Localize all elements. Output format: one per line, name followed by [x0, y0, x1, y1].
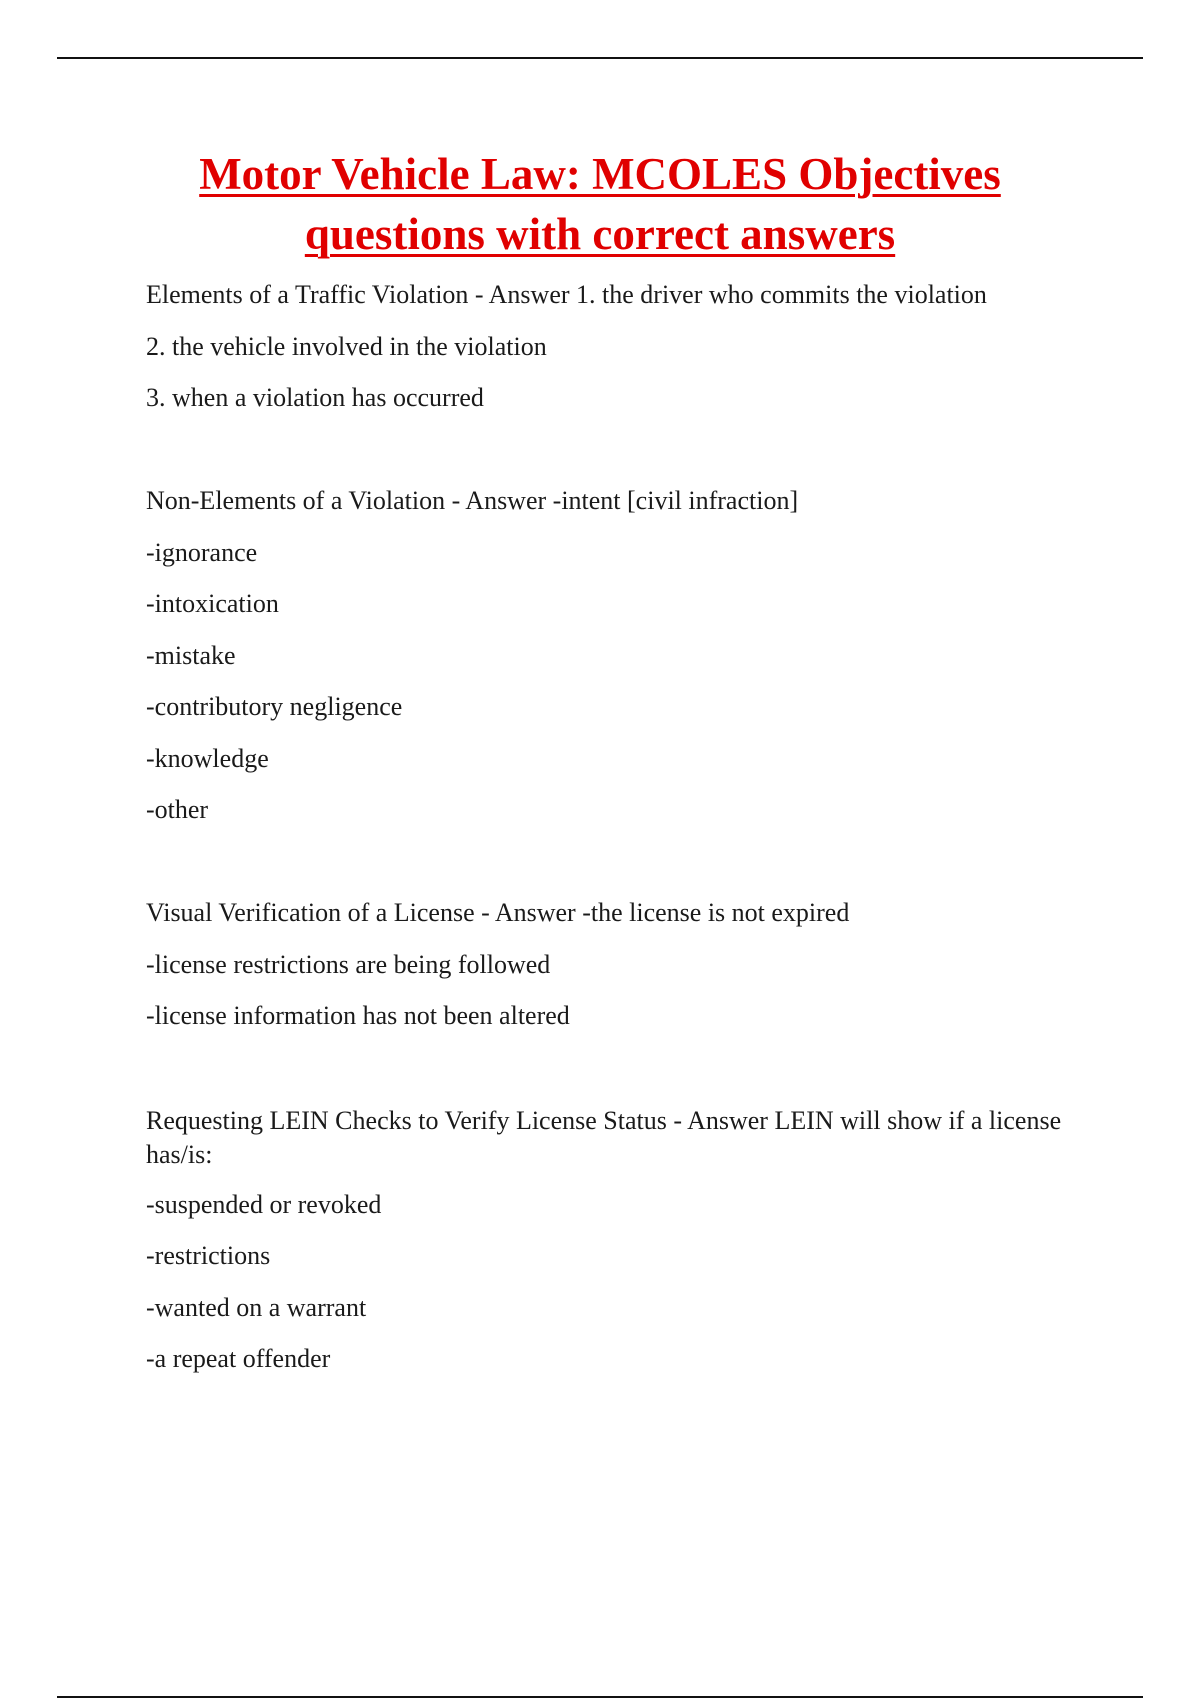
section-spacer: [146, 435, 1076, 487]
qa-answer-line: -restrictions: [146, 1241, 271, 1270]
page-title-line-2: questions with correct answers: [304, 209, 896, 259]
qa-answer-line: -mistake: [146, 640, 236, 670]
qa-answer-line: -contributory negligence: [146, 692, 403, 721]
qa-answer-line: -knowledge: [146, 743, 269, 773]
qa-question-line: Visual Verification of a License - Answer -the license is not expired: [146, 898, 850, 927]
qa-answer-line: -license information has not been altered: [146, 1001, 570, 1030]
qa-answer-line: -license restrictions are being followed: [146, 949, 551, 979]
qa-answer-line: 3. when a violation has occurred: [146, 383, 484, 412]
bottom-rule: [57, 1696, 1143, 1698]
qa-section-visual-verification: [146, 898, 1076, 1053]
top-rule: [57, 57, 1143, 59]
qa-section-traffic-violation-elements: [146, 280, 1076, 435]
section-spacer: [146, 847, 1076, 899]
section-spacer: [146, 1053, 1076, 1105]
qa-section-lein-checks: [146, 1104, 1076, 1396]
qa-question-line: Elements of a Traffic Violation - Answer 1. the driver who commits the violation: [146, 280, 987, 309]
qa-question-line: Non-Elements of a Violation - Answer -intent [civil infraction]: [146, 486, 799, 515]
document-body: [146, 280, 1076, 1396]
qa-answer-line: 2. the vehicle involved in the violation: [146, 331, 547, 361]
qa-answer-line: -intoxication: [146, 589, 279, 618]
qa-answer-line: -suspended or revoked: [146, 1189, 382, 1219]
qa-question-line: Requesting LEIN Checks to Verify License Status - Answer LEIN will show if a license has/is:: [146, 1106, 1062, 1169]
qa-answer-line: -a repeat offender: [146, 1344, 331, 1373]
qa-section-non-elements: [146, 486, 1076, 847]
page-title: [100, 144, 1100, 264]
page-title-line-1: Motor Vehicle Law: MCOLES Objectives: [199, 149, 1001, 199]
qa-answer-line: -wanted on a warrant: [146, 1292, 367, 1322]
qa-answer-line: -ignorance: [146, 537, 258, 567]
qa-answer-line: -other: [146, 795, 209, 824]
